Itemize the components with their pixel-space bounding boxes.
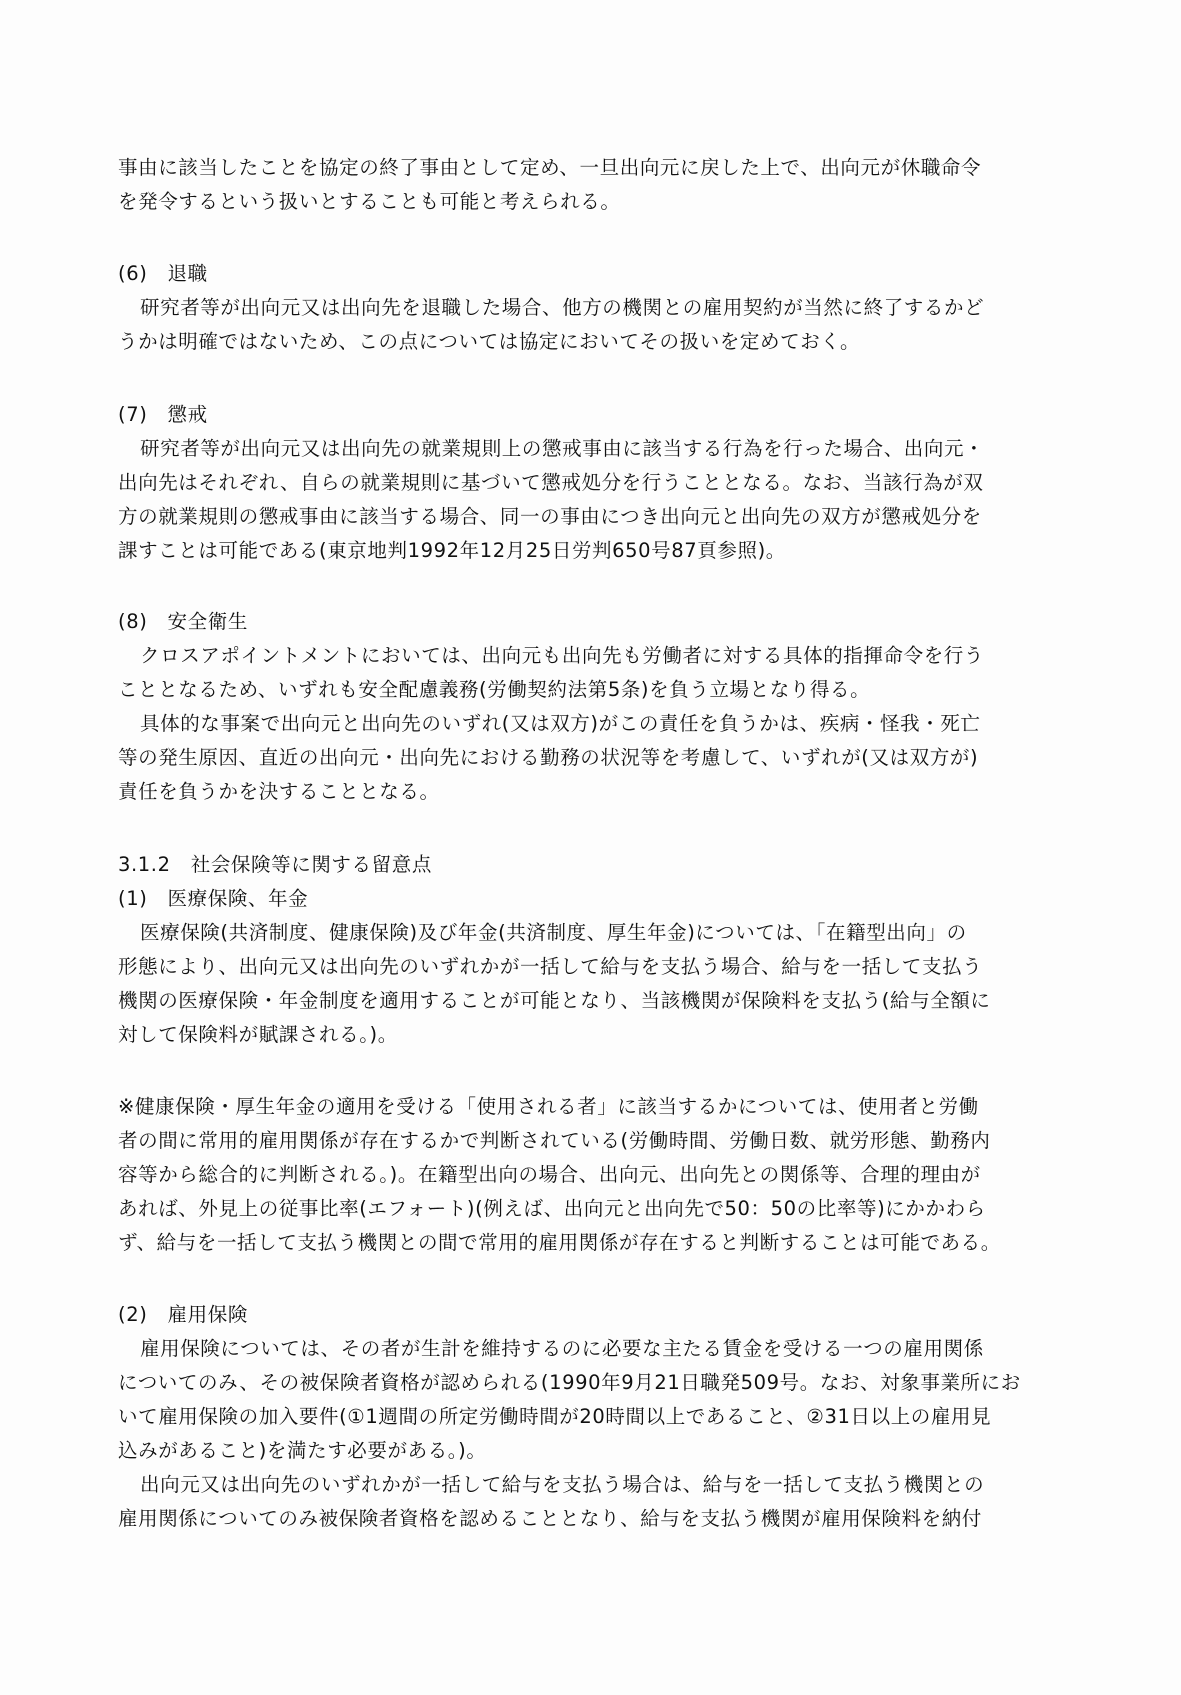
text-line: (1) 医療保険、年金 bbox=[118, 887, 309, 910]
text-line: 込みがあること)を満たす必要がある。)。 bbox=[118, 1439, 487, 1462]
text-line: 出向元又は出向先のいずれかが一括して給与を支払う場合は、給与を一括して支払う機関との bbox=[140, 1473, 985, 1496]
text-line: 等の発生原因、直近の出向元・出向先における勤務の状況等を考慮して、いずれが(又は双方が) bbox=[118, 746, 979, 769]
text-line: ず、給与を一括して支払う機関との間で常用的雇用関係が存在すると判断することは可能である。 bbox=[118, 1231, 1001, 1254]
text-line: 事由に該当したことを協定の終了事由として定め、一旦出向元に戻した上で、出向元が休職命令 bbox=[118, 156, 982, 179]
text-line: 機関の医療保険・年金制度を適用することが可能となり、当該機関が保険料を支払う(給与全額に bbox=[118, 989, 991, 1012]
text-line: についてのみ、その被保険者資格が認められる(1990年9月21日職発509号。なお、対象事業所にお bbox=[118, 1371, 1021, 1394]
text-line: いて雇用保険の加入要件(①1週間の所定労働時間が20時間以上であること、②31日以上の雇用見 bbox=[118, 1405, 992, 1428]
text-line: ※健康保険・厚生年金の適用を受ける「使用される者」に該当するかについては、使用者と労働 bbox=[118, 1095, 979, 1118]
text-line: (6) 退職 bbox=[118, 262, 208, 285]
text-line: 雇用保険については、その者が生計を維持するのに必要な主たる賃金を受ける一つの雇用関係 bbox=[140, 1337, 984, 1360]
text-line: あれば、外見上の従事比率(エフォート)(例えば、出向元と出向先で50：50の比率等)にかかわら bbox=[118, 1197, 986, 1220]
text-line: (8) 安全衛生 bbox=[118, 610, 248, 633]
text-line: 課すことは可能である(東京地判1992年12月25日労判650号87頁参照)。 bbox=[118, 539, 786, 562]
text-line: クロスアポイントメントにおいては、出向元も出向先も労働者に対する具体的指揮命令を行う bbox=[140, 644, 985, 667]
text-line: こととなるため、いずれも安全配慮義務(労働契約法第5条)を負う立場となり得る。 bbox=[118, 678, 871, 701]
text-line: 形態により、出向元又は出向先のいずれかが一括して給与を支払う場合、給与を一括して支払う bbox=[118, 955, 983, 978]
text-line: うかは明確ではないため、この点については協定においてその扱いを定めておく。 bbox=[118, 330, 861, 353]
text-line: 医療保険(共済制度、健康保険)及び年金(共済制度、厚生年金)については、「在籍型出向」の bbox=[140, 921, 967, 944]
text-line: 方の就業規則の懲戒事由に該当する場合、同一の事由につき出向元と出向先の双方が懲戒処分を bbox=[118, 505, 982, 528]
text-line: を発令するという扱いとすることも可能と考えられる。 bbox=[118, 190, 621, 213]
text-line: 具体的な事案で出向元と出向先のいずれ(又は双方)がこの責任を負うかは、疾病・怪我・死亡 bbox=[140, 712, 981, 735]
text-line: 研究者等が出向元又は出向先の就業規則上の懲戒事由に該当する行為を行った場合、出向元・ bbox=[140, 437, 985, 460]
text-line: 容等から総合的に判断される。)。在籍型出向の場合、出向元、出向先との関係等、合理的理由が bbox=[118, 1163, 981, 1186]
text-line: 者の間に常用的雇用関係が存在するかで判断されている(労働時間、労働日数、就労形態、勤務内 bbox=[118, 1129, 991, 1152]
text-line: (2) 雇用保険 bbox=[118, 1303, 248, 1326]
text-line: (7) 懲戒 bbox=[118, 403, 208, 426]
text-line: 雇用関係についてのみ被保険者資格を認めることとなり、給与を支払う機関が雇用保険料を納付 bbox=[118, 1507, 982, 1530]
text-line: 出向先はそれぞれ、自らの就業規則に基づいて懲戒処分を行うこととなる。なお、当該行為が双 bbox=[118, 471, 984, 494]
text-line: 責任を負うかを決することとなる。 bbox=[118, 780, 440, 803]
text-line: 対して保険料が賦課される。)。 bbox=[118, 1023, 398, 1046]
text-line: 研究者等が出向元又は出向先を退職した場合、他方の機関との雇用契約が当然に終了するかど bbox=[140, 296, 985, 319]
text-line: 3.1.2 社会保険等に関する留意点 bbox=[118, 853, 432, 876]
